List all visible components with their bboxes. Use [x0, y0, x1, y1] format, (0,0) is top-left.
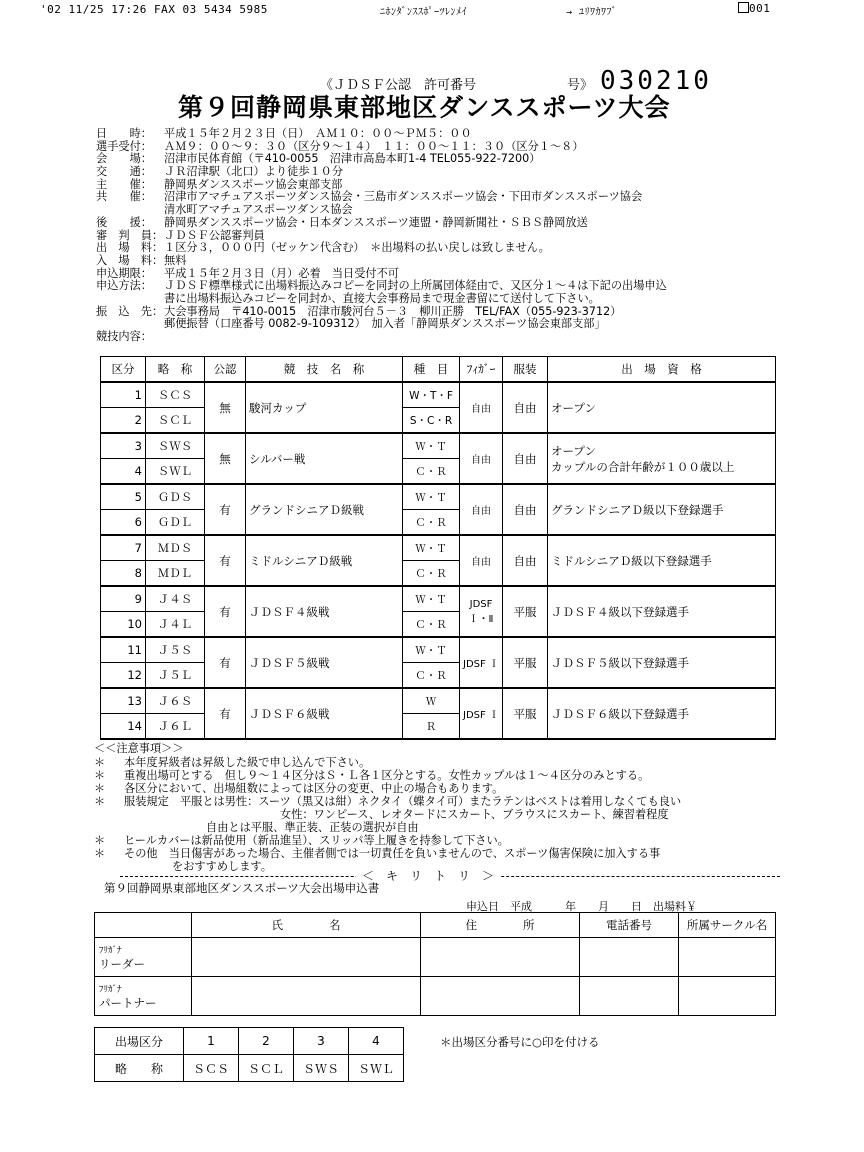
table-header-cell: 略 称 — [146, 357, 205, 383]
note-item — [94, 806, 794, 819]
page-box-icon — [738, 2, 749, 13]
info-value: ＡＭ９：００～９：３０（区分９～１４） １１：００～１１：３０（区分１～８） — [164, 139, 584, 153]
partner-name-field[interactable] — [192, 977, 421, 1016]
note-item — [94, 832, 794, 845]
partner-phone-field[interactable] — [580, 977, 679, 1016]
event-dances: Ｃ・Ｒ — [403, 459, 460, 485]
leader-address-field[interactable] — [421, 938, 580, 977]
entry-header-address: 住 所 — [421, 913, 580, 938]
fax-page — [738, 2, 770, 15]
table-row — [101, 688, 776, 714]
competition-name: ＪＤＳＦ６級戦 — [246, 688, 403, 739]
figure-rule: JDSF Ｉ — [460, 688, 503, 739]
division-abbr: Ｊ４Ｌ — [146, 612, 205, 638]
entry-header-blank — [95, 913, 192, 938]
division-abbr: ＳＷＬ — [146, 459, 205, 485]
qualification — [548, 586, 776, 637]
dress-code: 自由 — [503, 382, 548, 433]
abbr-4: ＳＷＬ — [349, 1055, 404, 1082]
option-3[interactable]: 3 — [294, 1028, 349, 1055]
qualification — [548, 382, 776, 433]
division-number: 5 — [101, 484, 146, 510]
info-value: 沼津市アマチュアスポーツダンス協会・三島市ダンススポーツ協会・下田市ダンススポーツ協会 — [164, 190, 643, 204]
division-number: 13 — [101, 688, 146, 714]
division-abbr: Ｊ６Ｌ — [146, 714, 205, 740]
entry-header-row — [95, 913, 776, 938]
info-value: 書に出場料振込みコピーを同封か、直接大会事務局まで現金書留にて送付して下さい。 — [164, 291, 600, 305]
option-label: 出場区分 — [95, 1028, 184, 1055]
abbr-2: ＳＣＬ — [239, 1055, 294, 1082]
division-abbr: ＧＤＬ — [146, 510, 205, 536]
dress-code: 自由 — [503, 484, 548, 535]
info-value: 無料 — [164, 253, 187, 267]
qualification-text: ＪＤＳＦ４級以下登録選手 — [551, 604, 689, 619]
division-number: 3 — [101, 433, 146, 459]
option-2[interactable]: 2 — [239, 1028, 294, 1055]
entry-row-partner — [95, 977, 776, 1016]
dress-code: 自由 — [503, 535, 548, 586]
competition-name: グランドシニアＤ級戦 — [246, 484, 403, 535]
event-dances: Ｗ・Ｔ — [403, 484, 460, 510]
info-line — [96, 217, 796, 230]
info-label: 競技内容： — [96, 330, 152, 343]
info-label: 選手受付： — [96, 139, 152, 153]
qualification — [548, 688, 776, 739]
info-line — [96, 293, 796, 306]
note-item — [94, 819, 794, 832]
leader-phone-field[interactable] — [580, 938, 679, 977]
division-abbr: ＧＤＳ — [146, 484, 205, 510]
event-dances: Ｗ・Ｔ — [403, 535, 460, 561]
dress-code: 自由 — [503, 433, 548, 484]
partner-label: パートナー — [99, 995, 157, 1010]
info-label: 主 催： — [96, 177, 152, 191]
entry-option-table — [94, 1027, 404, 1082]
info-line — [96, 318, 796, 331]
info-value: 沼津市民体育館（〒410-0055 沼津市高島本町1-4 TEL055-922-7200） — [164, 152, 541, 166]
competition-table — [100, 356, 776, 740]
table-header-row — [101, 357, 776, 383]
leader-circle-field[interactable] — [679, 938, 776, 977]
division-number: 1 — [101, 382, 146, 408]
table-header-cell: 種 目 — [403, 357, 460, 383]
table-header-cell: 出 場 資 格 — [548, 357, 776, 383]
note-text: をおすすめします。 — [172, 860, 272, 873]
entry-header-phone: 電話番号 — [580, 913, 679, 938]
figure-rule: 自由 — [460, 535, 503, 586]
option-number-row — [95, 1028, 404, 1055]
entry-row-leader — [95, 938, 776, 977]
info-value: ＪＤＳＦ標準様式に出場料振込みコピーを同封の上所属団体経由で、又区分１～４は下記の出場申込 — [164, 279, 667, 293]
event-dances: Ｗ・Ｔ — [403, 637, 460, 663]
figure-rule: JDSF Ｉ — [460, 637, 503, 688]
qualification-text: ミドルシニアＤ級以下登録選手 — [551, 553, 712, 568]
official-flag: 有 — [205, 637, 246, 688]
notes-list — [94, 754, 794, 871]
competition-name: 駿河カップ — [246, 382, 403, 433]
info-label: 交 通： — [96, 165, 152, 179]
info-value: 大会事務局 〒410-0015 沼津市駿河台５－３ 柳川正勝 TEL/FAX（055-923-3712） — [164, 304, 622, 318]
info-line — [96, 166, 796, 179]
qualification — [548, 535, 776, 586]
event-dances: Ｃ・Ｒ — [403, 510, 460, 536]
event-dances: Ｃ・Ｒ — [403, 663, 460, 689]
qualification-text: オープン — [551, 400, 596, 415]
partner-circle-field[interactable] — [679, 977, 776, 1016]
abbr-3: ＳＷＳ — [294, 1055, 349, 1082]
division-abbr: ＭＤＳ — [146, 535, 205, 561]
division-abbr: Ｊ６Ｓ — [146, 688, 205, 714]
notes-heading: ＜＜注意事項＞＞ — [94, 742, 184, 755]
abbr-label: 略 称 — [95, 1055, 184, 1082]
note-bullet: ＊ — [94, 782, 106, 795]
note-item — [94, 767, 794, 780]
qualification-text-2: カップルの合計年齢が１００歳以上 — [551, 459, 735, 474]
info-value: 平成１５年２月３日（月）必着 当日受付不可 — [164, 266, 399, 280]
note-text: その他 当日傷害があった場合、主催者側では一切責任を負いませんので、スポーツ傷害保険に加入する事 — [124, 847, 661, 860]
info-value: １区分３，０００円（ゼッケン代含む） ＊出場料の払い戻しは致しません。 — [164, 241, 550, 255]
division-abbr: ＳＣＳ — [146, 382, 205, 408]
note-item — [94, 780, 794, 793]
furigana-label: ﾌﾘｶﾞﾅ — [99, 945, 122, 956]
info-value: 平成１５年２月２３日（日） ＡＭ１０：００～ＰＭ５：００ — [164, 127, 472, 140]
figure-rule: 自由 — [460, 484, 503, 535]
event-dances: Ｗ・Ｔ — [403, 433, 460, 459]
table-header-cell: 区分 — [101, 357, 146, 383]
event-dances: S・C・R — [403, 408, 460, 434]
event-dances: Ｒ — [403, 714, 460, 740]
event-dances: Ｃ・Ｒ — [403, 612, 460, 638]
official-flag: 有 — [205, 688, 246, 739]
event-dances: Ｃ・Ｒ — [403, 561, 460, 587]
division-number: 4 — [101, 459, 146, 485]
entry-header-name: 氏 名 — [192, 913, 421, 938]
leader-label: リーダー — [99, 956, 145, 971]
info-label: 申込方法： — [96, 279, 152, 293]
event-dances: Ｗ — [403, 688, 460, 714]
division-number: 7 — [101, 535, 146, 561]
competition-name: シルバー戦 — [246, 433, 403, 484]
info-line — [96, 128, 796, 141]
info-value: ＪＤＳＦ公認審判員 — [164, 228, 265, 242]
table-row — [101, 382, 776, 408]
page-title: 第９回静岡県東部地区ダンススポーツ大会 — [178, 93, 671, 122]
table-row — [101, 637, 776, 663]
note-item — [94, 793, 794, 806]
qualification-text: ＪＤＳＦ６級以下登録選手 — [551, 706, 689, 721]
info-value: ＪＲ沼津駅（北口）より徒歩１０分 — [164, 165, 344, 179]
figure-rule: JDSF Ｉ・Ⅱ — [460, 586, 503, 637]
info-line — [96, 255, 796, 268]
dress-code: 平服 — [503, 688, 548, 739]
form-title: 第９回静岡県東部地区ダンススポーツ大会出場申込書 — [104, 881, 380, 895]
fax-datetime: '02 11/25 17:26 FAX 03 5434 5985 — [40, 3, 268, 16]
info-value: 静岡県ダンススポーツ協会東部支部 — [164, 177, 343, 191]
option-4[interactable]: 4 — [349, 1028, 404, 1055]
division-number: 2 — [101, 408, 146, 434]
event-info — [96, 128, 796, 344]
division-abbr: Ｊ５Ｓ — [146, 637, 205, 663]
table-row — [101, 433, 776, 459]
qualification-text: オープン — [551, 443, 596, 458]
info-line — [96, 331, 796, 344]
partner-address-field[interactable] — [421, 977, 580, 1016]
qualification — [548, 637, 776, 688]
info-value: 郵便振替（口座番号 0082-9-109312） 加入者「静岡県ダンススポーツ協会東部支部」 — [164, 317, 606, 331]
note-item — [94, 754, 794, 767]
division-number: 6 — [101, 510, 146, 536]
division-abbr: ＭＤＬ — [146, 561, 205, 587]
form-date-line: 申込日 平成 年 月 日 出場料￥ — [466, 900, 697, 913]
table-header-cell: 服装 — [503, 357, 548, 383]
table-row — [101, 586, 776, 612]
note-text: 服装規定 平服とは男性：スーツ（黒又は紺）ネクタイ（蝶タイ可）またラテンはベストは着用しなくても良い — [124, 795, 682, 808]
note-bullet: ＊ — [94, 756, 106, 769]
event-dances: Ｗ・Ｔ — [403, 586, 460, 612]
note-text: 自由とは平服、準正装、正装の選択が自由 — [206, 821, 419, 834]
fax-destination: → ﾕﾘﾜｶﾜﾌﾞ — [566, 7, 618, 18]
option-note: ＊出場区分番号に○印を付ける — [440, 1035, 600, 1049]
note-text: 本年度昇級者は昇級した級で申し込んで下さい。 — [124, 756, 371, 769]
info-label: 後 援： — [96, 215, 152, 229]
info-label: 入 場 料： — [96, 253, 164, 267]
division-abbr: Ｊ５Ｌ — [146, 663, 205, 689]
qualification — [548, 484, 776, 535]
leader-name-field[interactable] — [192, 938, 421, 977]
event-dances: W・T・F — [403, 382, 460, 408]
competition-name: ミドルシニアＤ級戦 — [246, 535, 403, 586]
option-abbr-row — [95, 1055, 404, 1082]
table-header-cell: 公認 — [205, 357, 246, 383]
info-value: 静岡県ダンススポーツ協会・日本ダンススポーツ連盟・静岡新聞社・ＳＢＳ静岡放送 — [164, 215, 588, 229]
competition-name: ＪＤＳＦ４級戦 — [246, 586, 403, 637]
info-value: 清水町アマチュアスポーツダンス協会 — [164, 203, 353, 217]
note-text: ヒールカバーは新品使用（新品進呈）、スリッパ等上履きを持参して下さい。 — [124, 834, 509, 847]
permit-number: 030210 — [600, 66, 712, 96]
option-1[interactable]: 1 — [184, 1028, 239, 1055]
note-bullet: ＊ — [94, 795, 106, 808]
division-number: 12 — [101, 663, 146, 689]
qualification-text: グランドシニアＤ級以下登録選手 — [551, 502, 724, 517]
official-flag: 有 — [205, 484, 246, 535]
competition-name: ＪＤＳＦ５級戦 — [246, 637, 403, 688]
info-label: 審 判 員： — [96, 228, 164, 242]
division-abbr: ＳＷＳ — [146, 433, 205, 459]
official-flag: 無 — [205, 433, 246, 484]
entry-row-label — [95, 977, 192, 1016]
note-text: 女性：ワンピース、レオタードにスカート、ブラウスにスカート、練習着程度 — [280, 808, 669, 821]
info-label: 出 場 料： — [96, 241, 164, 255]
note-text: 各区分において、出場組数によっては区分の変更、中止の場合もあります。 — [124, 782, 504, 795]
abbr-1: ＳＣＳ — [184, 1055, 239, 1082]
division-number: 8 — [101, 561, 146, 587]
furigana-label: ﾌﾘｶﾞﾅ — [99, 984, 122, 995]
info-label: 申込期限： — [96, 266, 152, 280]
division-abbr: ＳＣＬ — [146, 408, 205, 434]
division-number: 9 — [101, 586, 146, 612]
official-flag: 有 — [205, 535, 246, 586]
note-bullet: ＊ — [94, 834, 106, 847]
dress-code: 平服 — [503, 586, 548, 637]
division-number: 14 — [101, 714, 146, 740]
table-row — [101, 535, 776, 561]
division-abbr: Ｊ４Ｓ — [146, 586, 205, 612]
figure-rule: 自由 — [460, 433, 503, 484]
table-header-cell: ﾌｨｶﾞｰ — [460, 357, 503, 383]
division-number: 11 — [101, 637, 146, 663]
info-line — [96, 242, 796, 255]
info-label: 会 場： — [96, 152, 152, 166]
fax-page-number: 001 — [749, 2, 771, 15]
table-row — [101, 484, 776, 510]
info-label: 振 込 先： — [96, 304, 164, 318]
entry-form-table — [94, 912, 776, 1016]
entry-row-label — [95, 938, 192, 977]
table-header-cell: 競 技 名 称 — [246, 357, 403, 383]
cut-line-label: ＜ キ リ ト リ ＞ — [356, 867, 500, 884]
info-line — [96, 204, 796, 217]
permit-label: 《ＪＤＳＦ公認 許可番号 号》 — [320, 78, 594, 93]
official-flag: 無 — [205, 382, 246, 433]
qualification — [548, 433, 776, 484]
note-item — [94, 845, 794, 858]
note-bullet: ＊ — [94, 769, 106, 782]
note-text: 重複出場可とする 但し９～１４区分はＳ・Ｌ各１区分とする。女性カップルは１～４区分のみとする。 — [124, 769, 650, 782]
official-flag: 有 — [205, 586, 246, 637]
note-bullet: ＊ — [94, 847, 106, 860]
entry-header-circle: 所属サークル名 — [679, 913, 776, 938]
figure-rule: 自由 — [460, 382, 503, 433]
fax-sender: ﾆﾎﾝﾀﾞﾝｽｽﾎﾟｰﾂﾚﾝﾒｲ — [380, 7, 467, 18]
division-number: 10 — [101, 612, 146, 638]
dress-code: 平服 — [503, 637, 548, 688]
info-label: 共 催： — [96, 190, 152, 204]
info-label: 日 時： — [96, 127, 152, 140]
qualification-text: ＪＤＳＦ５級以下登録選手 — [551, 655, 689, 670]
